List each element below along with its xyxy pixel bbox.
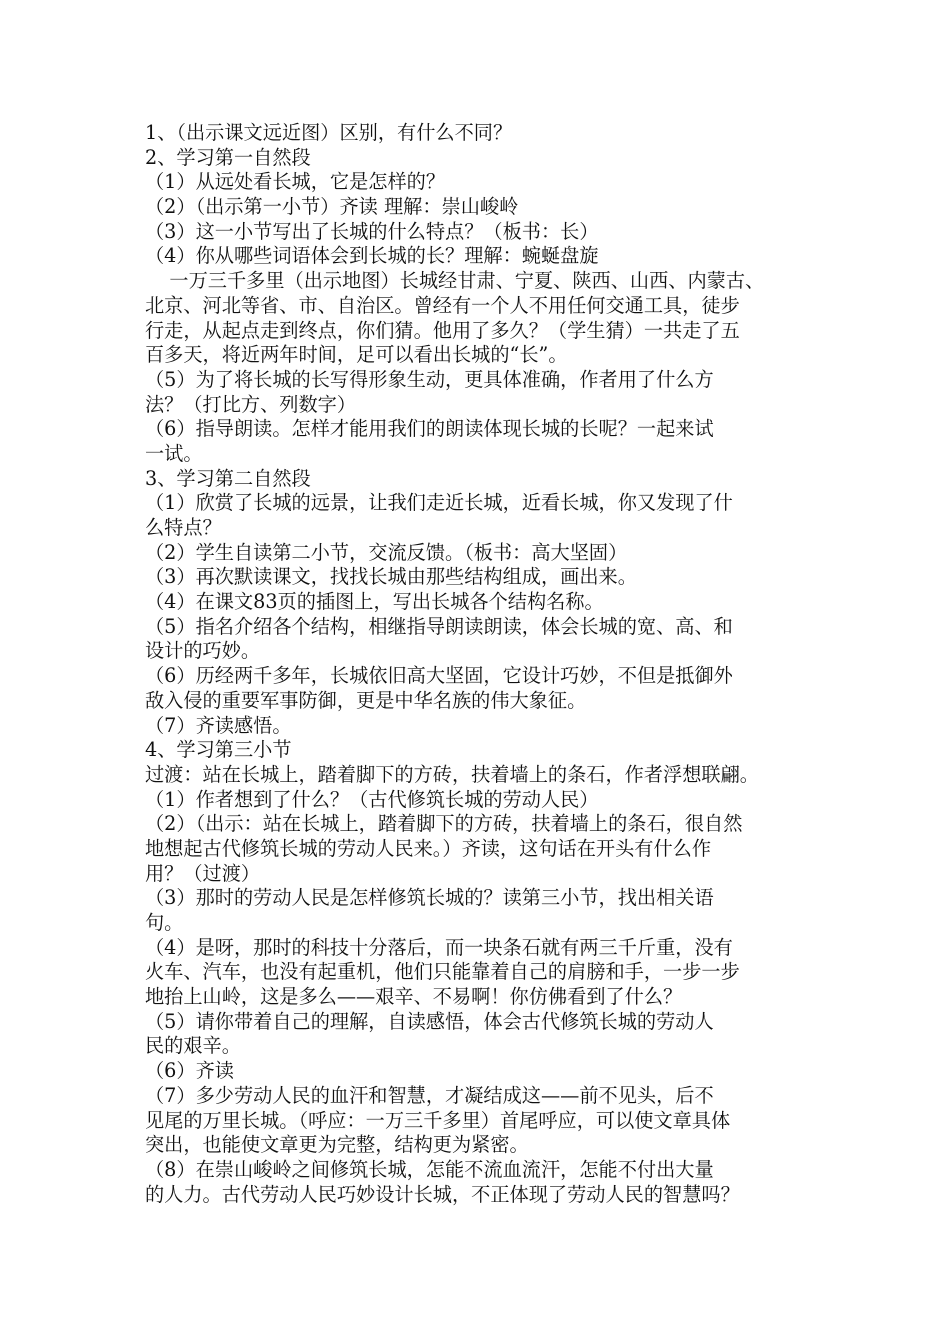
text-line: 1、（出示课文远近图）区别，有什么不同？: [145, 121, 513, 144]
text-line: （1）欣赏了长城的远景，让我们走近长城，近看长城，你又发现了什: [145, 491, 733, 515]
text-line: （4）在课文83页的插图上，写出长城各个结构名称。: [145, 590, 604, 614]
section-heading: 3、学习第二自然段: [145, 466, 311, 490]
text-line: （1）作者想到了什么？（古代修筑长城的劳动人民）: [145, 787, 599, 811]
text-line: 民的艰辛。: [145, 1034, 241, 1058]
text-line: 百多天，将近两年时间，足可以看出长城的“长”。: [145, 343, 568, 367]
text-line: （7）齐读感悟。: [145, 713, 292, 737]
text-line: 一试。: [145, 441, 203, 465]
text-line: 法？（打比方、列数字）: [145, 392, 357, 416]
text-line: 火车、汽车，也没有起重机，他们只能靠着自己的肩膀和手，一步一步: [145, 960, 740, 984]
text-line: （5）指名介绍各个结构，相继指导朗读朗读，体会长城的宽、高、和: [145, 614, 733, 638]
text-line: 句。: [145, 911, 184, 934]
text-line: （2）学生自读第二小节，交流反馈。（板书：高大坚固）: [145, 540, 628, 564]
document-page: [145, 121, 825, 1207]
text-line: 北京、河北等省、市、自治区。曾经有一个人不用任何交通工具，徒步: [145, 293, 740, 317]
text-line: （3）这一小节写出了长城的什么特点？（板书：长）: [145, 219, 599, 243]
text-line: 行走，从起点走到终点，你们猜。他用了多久？（学生猜）一共走了五: [145, 318, 740, 342]
text-line: 一万三千多里（出示地图）长城经甘肃、宁夏、陕西、山西、内蒙古、: [145, 269, 765, 293]
text-line: （6）指导朗读。怎样才能用我们的朗读体现长城的长呢？一起来试: [145, 417, 714, 441]
text-line: 么特点？: [145, 516, 222, 539]
text-line: 地抬上山岭，这是多么——艰辛、不易啊！你仿佛看到了什么？: [145, 985, 683, 1009]
text-line: 的人力。古代劳动人民巧妙设计长城，不正体现了劳动人民的智慧吗？: [145, 1182, 740, 1206]
section-heading: 2、学习第一自然段: [145, 145, 311, 169]
text-line: 敌入侵的重要军事防御，更是中华名族的伟大象征。: [145, 688, 587, 712]
text-line: （5）为了将长城的长写得形象生动，更具体准确，作者用了什么方: [145, 367, 714, 391]
text-line: 地想起古代修筑长城的劳动人民来。）齐读，这句话在开头有什么作: [145, 836, 712, 860]
section-heading: 4、学习第三小节: [145, 738, 292, 762]
text-line: （5）请你带着自己的理解，自读感悟，体会古代修筑长城的劳动人: [145, 1009, 714, 1033]
text-line: （4）是呀，那时的科技十分落后，而一块条石就有两三千斤重，没有: [145, 935, 733, 959]
text-line: 设计的巧妙。: [145, 639, 261, 663]
text-line: （2）（出示第一小节）齐读 理解：崇山峻岭: [145, 195, 519, 219]
text-line: （3）再次默读课文，找找长城由那些结构组成，画出来。: [145, 565, 637, 589]
text-line: （4）你从哪些词语体会到长城的长？理解：蜿蜒盘旋: [145, 244, 599, 268]
text-line: （3）那时的劳动人民是怎样修筑长城的？读第三小节，找出相关语: [145, 886, 714, 910]
text-line: （6）历经两千多年，长城依旧高大坚固，它设计巧妙，不但是抵御外: [145, 664, 733, 688]
text-line: （2）（出示：站在长城上，踏着脚下的方砖，扶着墙上的条石，很自然: [145, 812, 743, 836]
text-line: （8）在崇山峻岭之间修筑长城，怎能不流血流汗，怎能不付出大量: [145, 1157, 714, 1181]
text-line: 过渡：站在长城上，踏着脚下的方砖，扶着墙上的条石，作者浮想联翩。: [145, 762, 759, 786]
text-line: 突出，也能使文章更为完整，结构更为紧密。: [145, 1133, 529, 1157]
text-line: （1）从远处看长城，它是怎样的？: [145, 170, 446, 194]
text-line: （6）齐读: [145, 1059, 234, 1083]
text-line: 用？（过渡）: [145, 861, 261, 885]
text-line: 见尾的万里长城。（呼应：一万三千多里）首尾呼应，可以使文章具体: [145, 1108, 731, 1132]
text-line: （7）多少劳动人民的血汗和智慧，才凝结成这——前不见头，后不: [145, 1083, 714, 1107]
